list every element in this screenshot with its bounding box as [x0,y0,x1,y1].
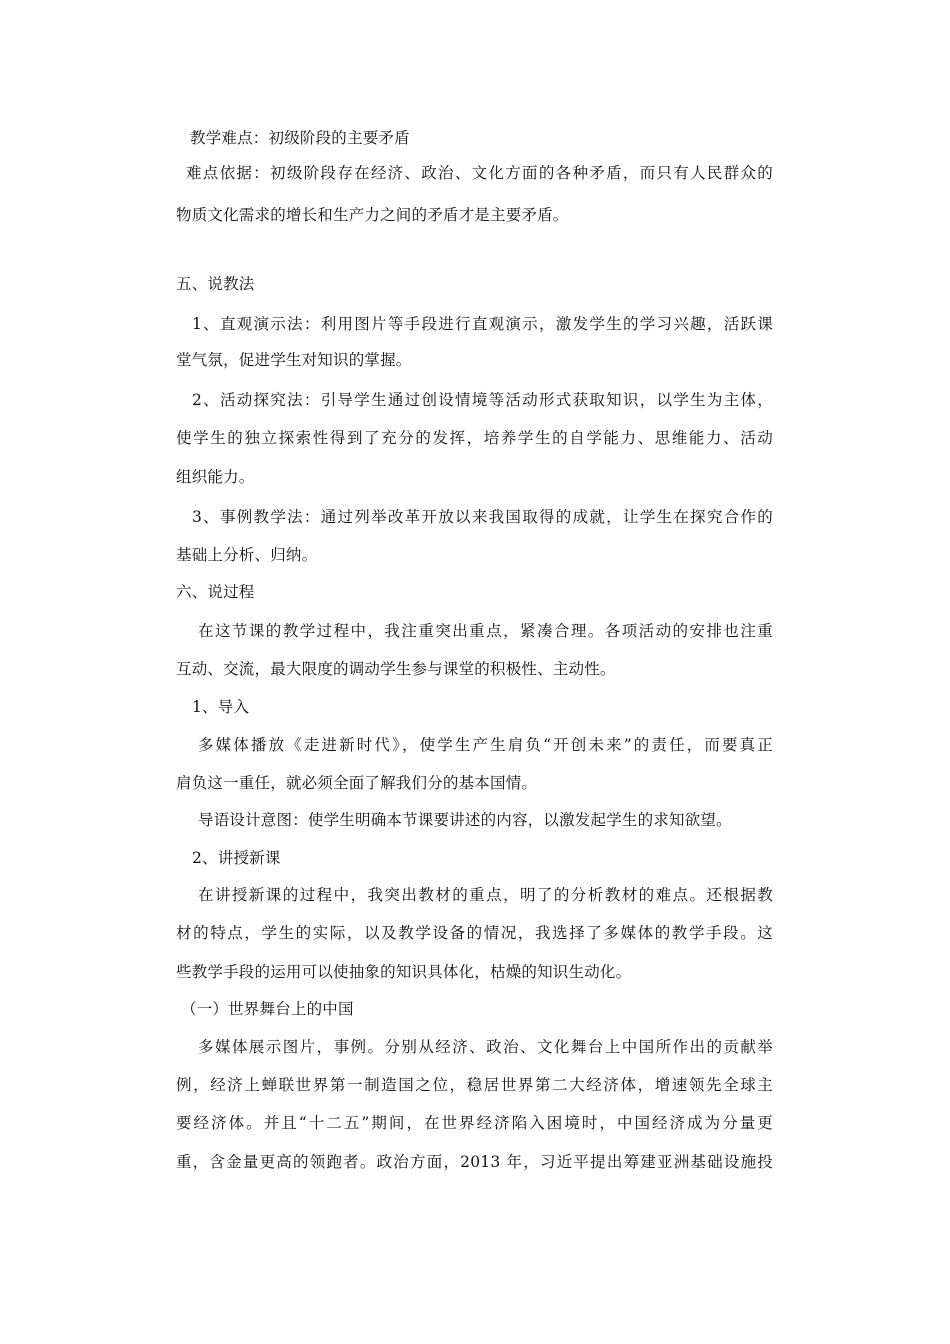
method-1-line-2: 堂气氛，促进学生对知识的掌握。 [176,351,412,369]
subsection-heading-world-stage: （一）世界舞台上的中国 [181,1000,354,1018]
method-3-line-1: 3、事例教学法：通过列举改革开放以来我国取得的成就，让学生在探究合作的 [192,508,773,526]
method-2-line-1: 2、活动探究法：引导学生通过创设情境等活动形式获取知识，以学生为主体， [192,391,773,409]
step-2-line-1: 在讲授新课的过程中，我突出教材的重点，明了的分析教材的难点。还根据教 [198,886,773,904]
method-3-line-2: 基础上分析、归纳。 [176,546,318,564]
world-stage-line-4: 重，含金量更高的领跑者。政治方面，2013 年，习近平提出筹建亚洲基础设施投 [176,1153,773,1171]
method-2-line-2: 使学生的独立探索性得到了充分的发挥，培养学生的自学能力、思维能力、活动 [176,429,773,447]
method-1-line-1: 1、直观演示法：利用图片等手段进行直观演示，激发学生的学习兴趣，活跃课 [192,315,773,333]
step-1-line-1: 多媒体播放《走进新时代》，使学生产生肩负“开创未来”的责任，而要真正 [198,736,773,754]
world-stage-line-3: 要经济体。并且“十二五”期间，在世界经济陷入困境时，中国经济成为分量更 [176,1114,773,1132]
method-2-line-3: 组织能力。 [176,468,255,486]
world-stage-line-1: 多媒体展示图片，事例。分别从经济、政治、文化舞台上中国所作出的贡献举 [198,1038,773,1056]
section-heading-methods: 五、说教法 [176,275,255,293]
step-2-line-3: 些教学手段的运用可以使抽象的知识具体化，枯燥的知识生动化。 [176,963,632,981]
step-2-heading: 2、讲授新课 [192,849,281,867]
step-2-line-2: 材的特点，学生的实际，以及教学设备的情况，我选择了多媒体的教学手段。这 [176,924,773,942]
world-stage-line-2: 例，经济上蝉联世界第一制造国之位，稳居世界第二大经济体，增速领先全球主 [176,1076,773,1094]
process-intro-line-2: 互动、交流，最大限度的调动学生参与课堂的积极性、主动性。 [176,660,616,678]
process-intro-line-1: 在这节课的教学过程中，我注重突出重点，紧凑合理。各项活动的安排也注重 [198,622,773,640]
difficulty-basis-line-2: 物质文化需求的增长和生产力之间的矛盾才是主要矛盾。 [176,206,569,224]
step-1-line-2: 肩负这一重任，就必须全面了解我们分的基本国情。 [176,774,538,792]
difficulty-heading: 教学难点：初级阶段的主要矛盾 [190,129,410,147]
step-1-heading: 1、导入 [192,698,250,716]
difficulty-basis-line-1: 难点依据：初级阶段存在经济、政治、文化方面的各种矛盾，而只有人民群众的 [186,164,773,182]
step-1-design-intent: 导语设计意图：使学生明确本节课要讲述的内容，以激发起学生的求知欲望。 [198,811,732,829]
section-heading-process: 六、说过程 [176,583,255,601]
